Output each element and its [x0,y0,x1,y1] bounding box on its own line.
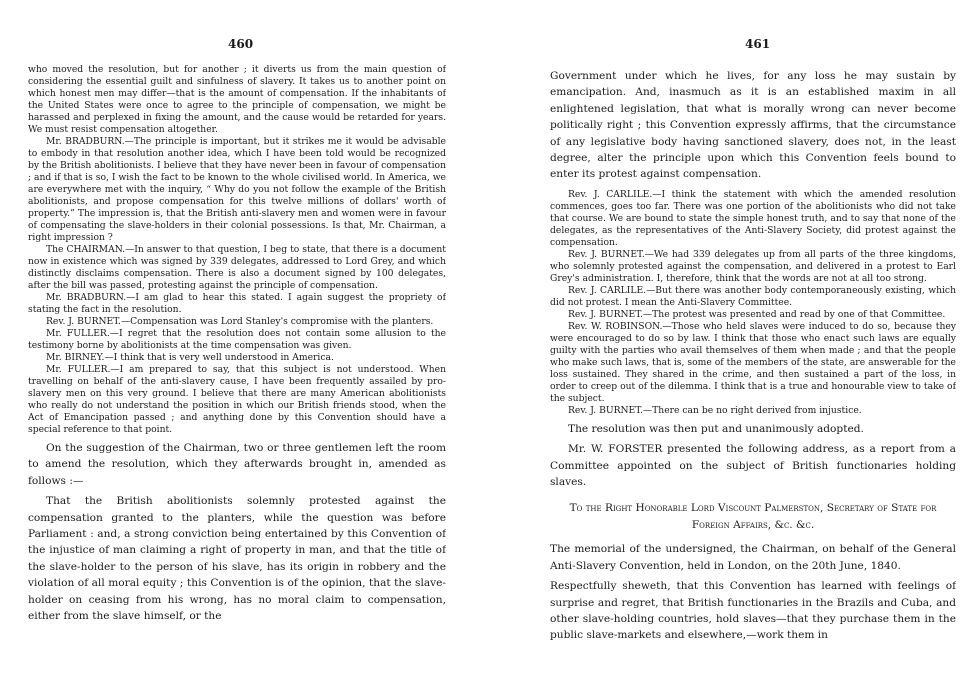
memorial-paragraph: The memorial of the undersigned, the Chairman, on behalf of the General Anti-Slavery Convention, held in London, on the 20th June, 1840. [550,543,956,572]
paragraph: Mr. BIRNEY.—I think that is very well understood in America. [46,352,334,363]
paragraph: The CHAIRMAN.—In answer to that question, I beg to state, that there is a document now in existence which was signed by 339 delegates, addressed to Lord Grey, and which distinctly disclaims compensation. There is also a document signed by 100 delegates, after the bill was passed, protesting against the principle of compensation. [28,244,446,291]
paragraph: On the suggestion of the Chairman, two or three gentlemen left the room to amend the resolution, which they afterwards brought in, amended as follows :— [28,442,446,487]
page-number-right: 461 [745,37,771,51]
paragraph: Rev. J. BURNET.—The protest was presented and read by one of that Committee. [568,308,946,320]
right-page [550,0,956,692]
paragraph: Mr. FULLER.—I regret that the resolution does not contain some allusion to the testimony borne by abolitionists at the time compensation was given. [28,328,446,351]
petition-paragraph: Respectfully sheweth, that this Convention has learned with feelings of surprise and regret, that British functionaries in the Brazils and Cuba, and other slave-holding countries, hold slaves—that they purchase them in the public slave-markets and elsewhere,—work them in [550,580,956,642]
paragraph: Rev. W. ROBINSON.—Those who held slaves were induced to do so, because they were encouraged to do so by law. I think that those who enact such laws are equally guilty with the parties who avail themselves of them when made ; and that the people who make such laws, that is, some of the members of the state, are answerable for the loss sustained. They shared in the crime, and then sustained a part of the loss, in order to creep out of the dilemma. I think that is a true and honourable view to take of the subject. [550,320,956,404]
address-heading: To the Right Honorable Lord Viscount Palmerston, Secretary of State for Foreign Affairs, &c. &c. [569,502,937,531]
paragraph: Mr. BRADBURN.—I am glad to hear this stated. I again suggest the propriety of stating the fact in the resolution. [28,292,446,315]
right-page-text [550,68,956,644]
paragraph: Rev. J. BURNET.—Compensation was Lord Stanley's compromise with the planters. [46,316,434,327]
paragraph: Rev. J. BURNET.—There can be no right derived from injustice. [568,404,862,416]
paragraph: Rev. J. BURNET.—We had 339 delegates up from all parts of the three kingdoms, who solemnly protested against the compensation, and delivered in a protest to Earl Grey's administration. I, therefore, think that the words are not at all too strong. [550,248,956,284]
left-page-text [28,64,446,624]
discussion [550,189,956,417]
resolution-text: That the British abolitionists solemnly protested against the compensation granted to the planters, while the question was before Parliament : and, a strong conviction being entertained by this Convention of the injustice of man claiming a right of property in man, and that the title of the slave-holder to the person of his slave, has its origin in robbery and the violation of all moral equity ; this Convention is of the opinion, that the slave-holder on ceasing from his wrong, has no moral claim to compensation, either from the slave himself, or the [28,495,446,623]
paragraph: Rev. J. CARLILE.—But there was another body contemporaneously existing, which did not protest. I mean the Anti-Slavery Committee. [550,284,956,308]
resolution-continued: Government under which he lives, for any loss he may sustain by emancipation. And, inasmuch as it is an established maxim in all enlightened legislation, that what is morally wrong can never become politically right ; this Convention expressly affirms, that the circumstance of any legislative body having sanctioned slavery, does not, in the least degree, alter the principle upon which this Convention feels bound to enter its protest against compensation. [550,70,956,181]
page-number-left: 460 [228,37,254,51]
adopted-statement: The resolution was then put and unanimously adopted. [568,422,864,435]
paragraph: who moved the resolution, but for another ; it diverts us from the main question of considering the essential guilt and sinfulness of slavery. It takes us to another point on which honest men may differ—that is the amount of compensation. If the inhabitants of the United States were once to agree to the principle of compensation, we might be harassed and perplexed in fixing the amount, and the cause would be retarded for years. We must resist compensation altogether. [28,64,446,135]
left-page [28,0,446,692]
forster-statement: Mr. W. FORSTER presented the following address, as a report from a Committee appointed on the subject of British functionaries holding slaves. [550,443,956,489]
paragraph: Rev. J. CARLILE.—I think the statement with which the amended resolution commences, goes too far. There was one portion of the abolitionists who did not take that course. We are bound to state the simple honest truth, and to say that none of the delegates, as the representatives of the Anti-Slavery Society, did protest against the compensation. [550,188,956,248]
paragraph: Mr. BRADBURN.—The principle is important, but it strikes me it would be advisable to embody in that resolution another idea, which I have been told would be recognized by the British abolitionists. I believe that they have never been in favour of compensation ; and if that is so, I wish the fact to be known to the whole civilised world. In America, we are everywhere met with the inquiry, “ Why do you not follow the example of the British abolitionists, and propose compensation for this twelve millions of dollars' worth of property.” The impression is, that the British anti-slavery men and women were in favour of compensating the slave-holders in their colonial possessions. Is that, Mr. Chairman, a right impression ? [28,136,446,243]
paragraph: Mr. FULLER.—I am prepared to say, that this subject is not understood. When travelling on behalf of the anti-slavery cause, I have been frequently assailed by pro-slavery men on this very ground. I believe that there are many American abolitionists who really do not understand the position in which our British friends stood, when the Act of Emancipation passed ; and anything done by this Convention should have a special reference to that point. [28,364,446,435]
